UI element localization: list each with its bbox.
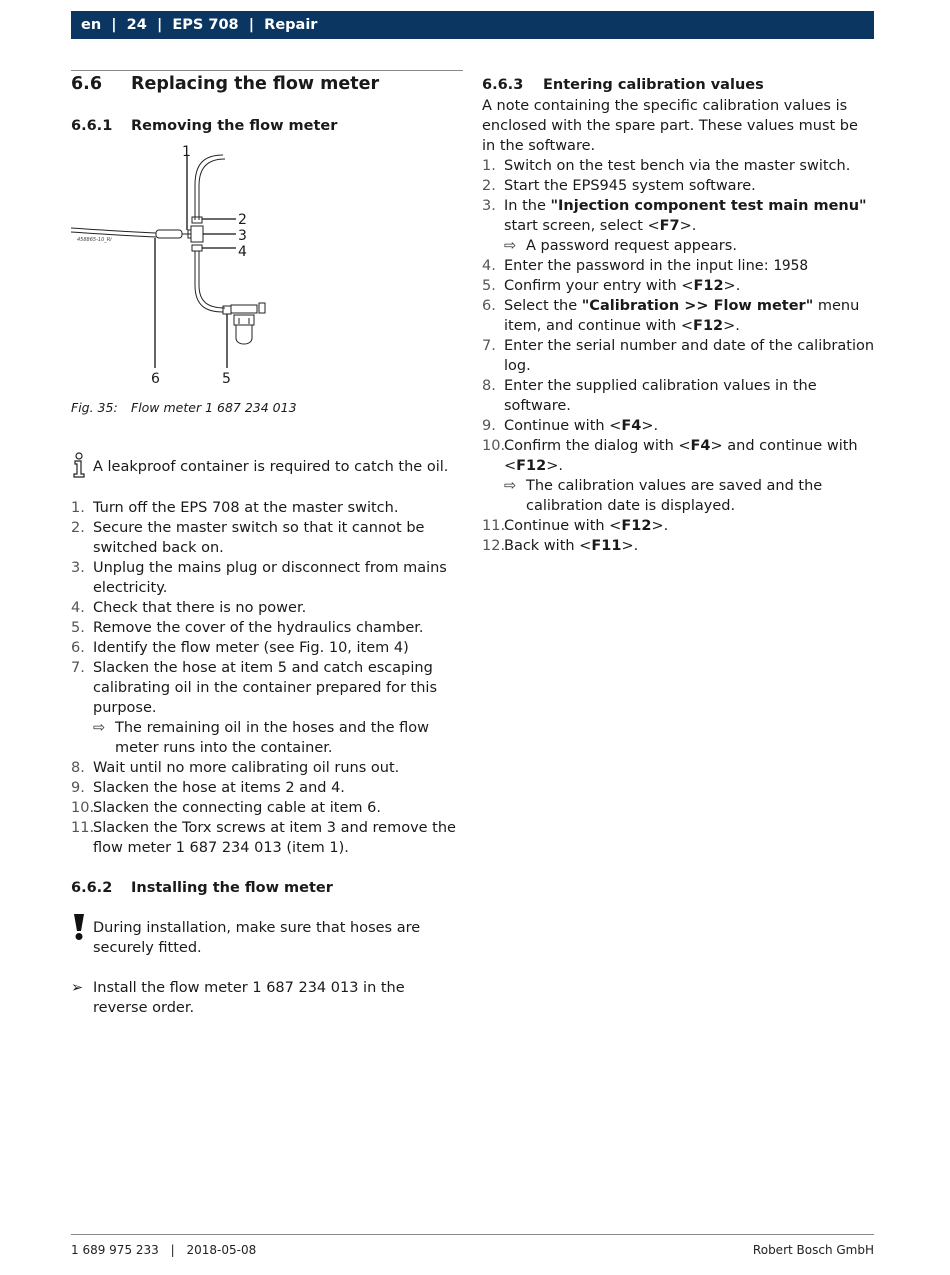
action-arrow-icon: ➢ <box>71 980 84 996</box>
list-item: 7. Enter the serial number and date of the calibration log. <box>482 338 875 374</box>
flow-meter-figure <box>71 140 281 390</box>
list-item: 10. Confirm the dialog with <F4> and continue with <F12>. <box>482 438 858 474</box>
warning-note-text: During installation, make sure that hoses are securely fitted. <box>93 920 421 956</box>
callout-6: 6 <box>151 371 160 387</box>
list-item: 10. Slacken the connecting cable at item 6. <box>71 800 381 816</box>
header-product: EPS 708 <box>172 17 239 33</box>
footer-doc-info <box>71 1243 256 1257</box>
list-item: 1. Switch on the test bench via the master switch. <box>482 158 851 174</box>
section-heading-6-6-2: 6.6.2 Installing the flow meter <box>71 880 333 896</box>
list-item: 5. Confirm your entry with <F12>. <box>482 278 741 294</box>
list-item: 1. Turn off the EPS 708 at the master switch. <box>71 500 399 516</box>
calibration-steps-list <box>482 156 876 556</box>
list-item: 5. Remove the cover of the hydraulics chamber. <box>71 620 424 636</box>
install-step: ➢ Install the flow meter 1 687 234 013 in the reverse order. <box>71 980 405 1016</box>
header-section: Repair <box>264 17 318 33</box>
list-item: 2. Start the EPS945 system software. <box>482 178 756 194</box>
list-item: 9. Slacken the hose at items 2 and 4. <box>71 780 345 796</box>
footer-date: 2018-05-08 <box>186 1243 257 1257</box>
header-lang: en <box>81 17 102 33</box>
section-heading-6-6: 6.6 Replacing the flow meter <box>71 74 380 94</box>
footer-doc-number: 1 689 975 233 <box>71 1243 159 1257</box>
info-icon <box>71 452 87 478</box>
footer-separator: | <box>170 1243 175 1257</box>
section-rule <box>71 70 463 71</box>
list-item: 6. Select the "Calibration >> Flow meter" menu item, and continue with <F12>. <box>482 298 860 334</box>
callout-4: 4 <box>238 244 247 260</box>
figure-caption: Fig. 35: Flow meter 1 687 234 013 <box>71 400 297 415</box>
list-item: 8. Wait until no more calibrating oil runs out. <box>71 760 400 776</box>
list-item: 12. Back with <F11>. <box>482 538 639 554</box>
section-heading-6-6-1: 6.6.1 Removing the flow meter <box>71 118 338 134</box>
list-item: 3. Unplug the mains plug or disconnect from mains electricity. <box>71 560 447 596</box>
header-page-number: 24 <box>126 17 147 33</box>
result-arrow-icon: ⇨ <box>504 238 517 254</box>
list-item: 2. Secure the master switch so that it cannot be switched back on. <box>71 520 425 556</box>
figure-code: 458865-10_Ri <box>77 237 112 243</box>
list-item: 3. In the "Injection component test main menu" start screen, select <F7>. <box>482 198 867 234</box>
calibration-intro: A note containing the specific calibration values is enclosed with the spare part. These values must be in the software. <box>482 98 858 154</box>
footer-rule <box>71 1234 874 1235</box>
info-note-text: A leakproof container is required to catch the oil. <box>93 459 449 475</box>
result-arrow-icon: ⇨ <box>93 720 106 736</box>
list-item: 9. Continue with <F4>. <box>482 418 659 434</box>
section-heading-6-6-3: 6.6.3 Entering calibration values <box>482 77 764 93</box>
list-item: 6. Identify the flow meter (see Fig. 10, item 4) <box>71 640 409 656</box>
page-header: en | 24 | EPS 708 | Repair <box>71 11 874 39</box>
result-item: ⇨ The calibration values are saved and the calibration date is displayed. <box>504 478 823 514</box>
callout-5: 5 <box>222 371 231 387</box>
callout-2: 2 <box>238 212 247 228</box>
list-item: 11. Slacken the Torx screws at item 3 and remove the flow meter 1 687 234 013 (item 1). <box>71 820 456 856</box>
warning-icon <box>72 913 86 941</box>
callout-1: 1 <box>182 144 191 160</box>
result-item: ⇨ The remaining oil in the hoses and the flow meter runs into the container. <box>93 720 430 756</box>
result-item: ⇨ A password request appears. <box>504 238 737 254</box>
result-arrow-icon: ⇨ <box>504 478 517 494</box>
list-item: 11. Continue with <F12>. <box>482 518 669 534</box>
removal-steps-list <box>71 498 463 858</box>
list-item: 7. Slacken the hose at item 5 and catch escaping calibrating oil in the container prepared for this purpose. <box>71 660 438 716</box>
list-item: 4. Enter the password in the input line: 1958 <box>482 258 809 274</box>
list-item: 4. Check that there is no power. <box>71 600 307 616</box>
list-item: 8. Enter the supplied calibration values in the software. <box>482 378 817 414</box>
footer-company: Robert Bosch GmbH <box>752 1243 874 1257</box>
callout-3: 3 <box>238 228 247 244</box>
